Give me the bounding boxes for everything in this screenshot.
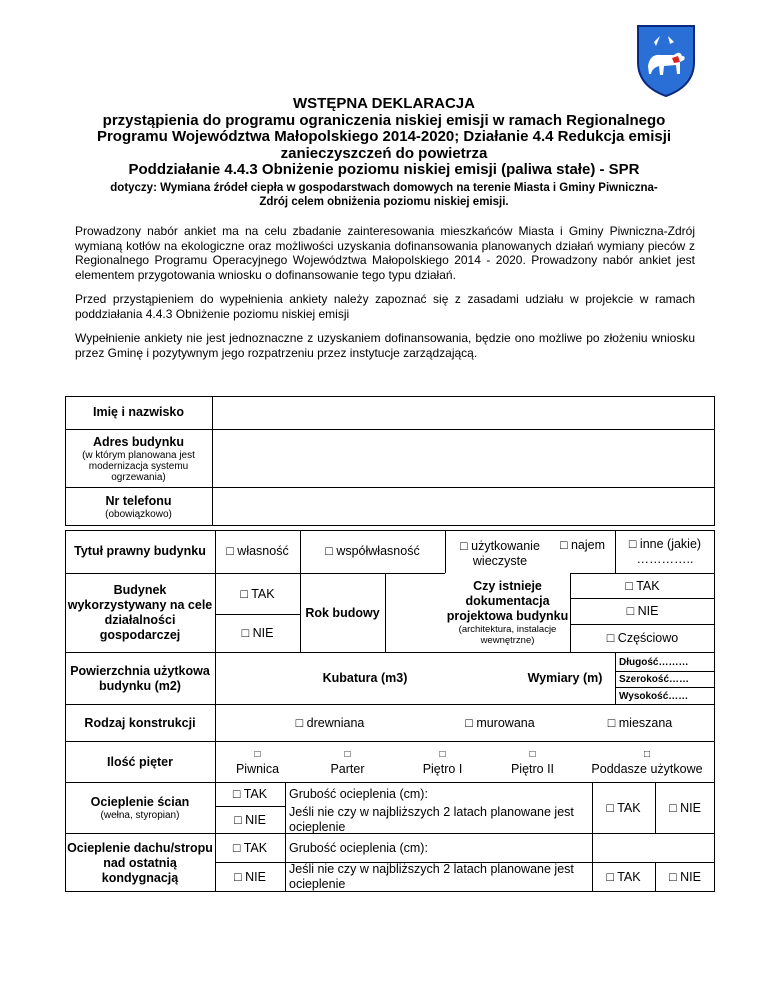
roof-insulation-label: Ocieplenie dachu/stropu nad ostatnią kondygnacją [67,840,213,885]
width-field[interactable]: Szerokość…… [619,674,690,685]
document-title: WSTĘPNA DEKLARACJA przystąpienia do programu ograniczenia niskiej emisji w ramach Regionalnego Programu Województwa Małopolskiego 2014-2020; Działanie 4.4 Redukcja emisji zanieczyszczeń do powietrza Poddziałanie 4.4.3 Obniżenie poziomu niskiej emisji (paliwa stałe) - SPR [96,95,672,178]
phone-note: (obowiązkowo) [105,509,172,520]
address-field[interactable] [214,432,713,485]
usable-area-label: Powierzchnia użytkowa budynku (m2) [70,663,210,693]
business-yes-checkbox[interactable]: □ TAK [240,586,275,601]
construction-year-label: Rok budowy [305,605,380,620]
phone-field[interactable] [214,490,713,524]
volume-label: Kubatura (m3) [322,671,408,685]
name-label: Imię i nazwisko [92,405,184,419]
height-field[interactable]: Wysokość…… [619,690,689,702]
walls-plan-yes-checkbox[interactable]: □ TAK [606,800,641,815]
roof-plan-question: Jeśli nie czy w najbliższych 2 latach planowane jest ocieplenie [289,862,574,891]
roof-yes-checkbox[interactable]: □ TAK [232,840,268,855]
floor-second-checkbox[interactable]: □ Piętro II [510,749,555,776]
construction-year-field[interactable] [386,574,444,652]
walls-plan-no-checkbox[interactable]: □ NIE [669,800,701,815]
documentation-note: (architektura, instalacje wewnętrzne) [458,623,557,646]
construction-mixed-checkbox[interactable]: □ mieszana [607,715,673,730]
wall-insulation-label: Ocieplenie ścian [90,795,190,809]
intro-paragraph-1: Prowadzony nabór ankiet ma na celu zbadanie zainteresowania mieszkańców Miasta i Gminy Piwniczna-Zdrój wymianą kotłów na ekologiczne oraz możliwości uzyskania dofinansowania planowanych działań wymiany pieców z Regionalnego Programu Operacyjnego Województwa Małopolskiego 2014 - 2020. Prowadzony nabór ankiet jest elementem przygotowania wniosku o dofinansowanie tego typu działań. [75,224,695,282]
title-ownership-checkbox[interactable]: □ własność [226,544,289,558]
floor-ground-checkbox[interactable]: □ Parter [330,749,365,776]
walls-yes-checkbox[interactable]: □ TAK [232,787,268,801]
floors-label: Ilość pięter [107,754,173,769]
docs-no-checkbox[interactable]: □ NIE [626,604,659,618]
name-field[interactable] [214,398,713,427]
walls-plan-question: Jeśli nie czy w najbliższych 2 latach planowane jest ocieplenie [289,805,574,834]
business-no-checkbox[interactable]: □ NIE [241,626,274,640]
roof-thickness-field[interactable]: Grubość ocieplenia (cm): [289,840,428,855]
floor-first-checkbox[interactable]: □ Piętro I [422,749,463,776]
title-usufruct-checkbox[interactable]: □ użytkowanie wieczyste [460,539,540,568]
intro-paragraph-3: Wypełnienie ankiety nie jest jednoznaczne z uzyskaniem dofinansowania, będzie ono możliwe po złożeniu wniosku przez Gminę i pozytywnym jego rozpatrzeniu przez instytucje zarządzającą. [75,331,695,360]
coat-of-arms-logo [634,22,698,98]
wall-insulation-cell [65,783,215,833]
title-other-checkbox[interactable]: □ inne (jakie) ………….. [628,536,702,566]
length-field[interactable]: Długość……… [619,656,689,668]
construction-wood-checkbox[interactable]: □ drewniana [295,715,365,730]
construction-masonry-checkbox[interactable]: □ murowana [465,715,535,730]
business-use-label: Budynek wykorzystywany na cele działalności gospodarczej [67,583,213,642]
walls-thickness-field[interactable]: Grubość ocieplenia (cm): [289,787,428,801]
address-label-cell [65,430,212,487]
intro-paragraph-2: Przed przystąpieniem do wypełnienia ankiety należy zapoznać się z zasadami udziału w projekcie w ramach poddziałania 4.4.3 Obniżenie poziomu niskiej emisji [75,292,695,321]
address-note: (w którym planowana jest modernizacja systemu ogrzewania) [82,449,195,483]
documentation-cell [445,570,570,654]
title-coownership-checkbox[interactable]: □ współwłasność [325,544,420,558]
document-subtitle: dotyczy: Wymiana źródeł ciepła w gospodarstwach domowych na terenie Miasta i Gminy Piwniczna- Zdrój celem obniżenia poziomu niskiej emisji. [110,182,658,208]
docs-partial-checkbox[interactable]: □ Częściowo [606,631,679,645]
phone-label-cell [65,488,212,526]
documentation-label: Czy istnieje dokumentacja projektowa budynku [446,578,569,623]
phone-label: Nr telefonu [105,494,172,508]
floor-basement-checkbox[interactable]: □ Piwnica [235,749,280,776]
dimensions-label: Wymiary (m) [527,671,603,685]
legal-title-label: Tytuł prawny budynku [74,544,206,558]
floor-attic-checkbox[interactable]: □ Poddasze użytkowe [591,749,703,776]
docs-yes-checkbox[interactable]: □ TAK [625,578,660,593]
wall-insulation-note: (wełna, styropian) [100,810,180,821]
roof-no-checkbox[interactable]: □ NIE [234,870,266,884]
roof-plan-yes-checkbox[interactable]: □ TAK [606,870,641,884]
construction-type-label: Rodzaj konstrukcji [84,715,196,730]
roof-plan-no-checkbox[interactable]: □ NIE [669,870,701,884]
title-rent-checkbox[interactable]: □ najem [559,537,606,552]
walls-no-checkbox[interactable]: □ NIE [234,812,266,827]
address-label: Adres budynku [93,434,184,449]
